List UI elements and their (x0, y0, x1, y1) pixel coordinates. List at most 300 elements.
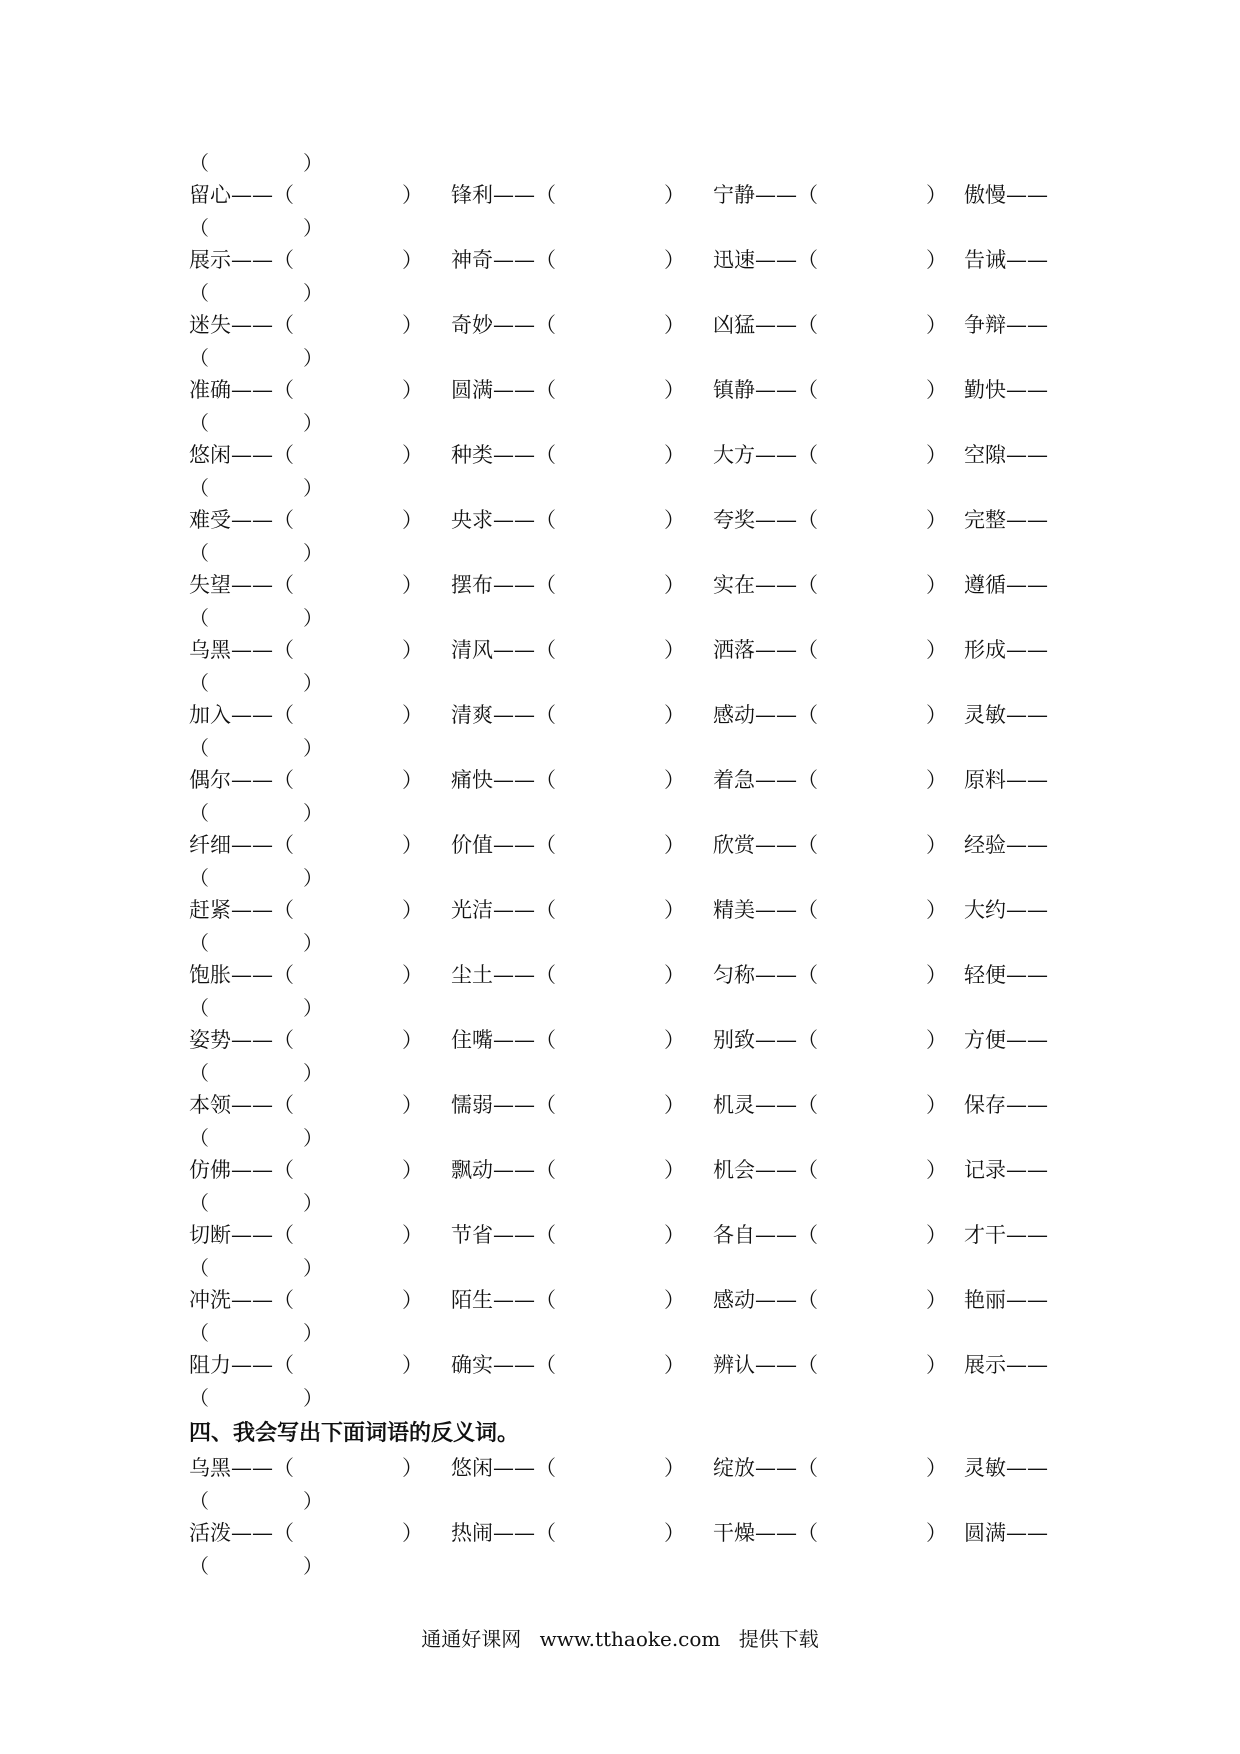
word-dash: —— (493, 1093, 535, 1117)
word-row (189, 178, 1089, 213)
word-text: 饱胀 (189, 963, 231, 987)
word-item (451, 958, 685, 993)
footer-url[interactable]: www.tthaoke.com (539, 1627, 721, 1651)
word-item (451, 1153, 685, 1188)
word-text: 展示 (964, 1353, 1006, 1377)
word-dash: —— (493, 183, 535, 207)
word-item (189, 1153, 423, 1188)
answer-blank[interactable]: （ ） (797, 1456, 947, 1480)
answer-blank-continuation[interactable]: （ ） (189, 671, 323, 695)
word-item (189, 1218, 423, 1253)
word-text: 遵循 (964, 573, 1006, 597)
answer-blank[interactable]: （ ） (273, 1521, 423, 1545)
word-dash: —— (493, 508, 535, 532)
word-dash: —— (493, 1028, 535, 1052)
word-dash: —— (1006, 1093, 1048, 1117)
word-dash: —— (1006, 638, 1048, 662)
word-item (713, 1283, 947, 1318)
word-dash: —— (1006, 768, 1048, 792)
answer-blank[interactable]: （ ） (535, 1353, 685, 1377)
answer-blank[interactable]: （ ） (535, 313, 685, 337)
word-row (189, 1023, 1089, 1058)
word-dash: —— (755, 248, 797, 272)
word-item (713, 633, 947, 668)
answer-blank-continuation[interactable]: （ ） (189, 476, 323, 500)
word-text: 奇妙 (451, 313, 493, 337)
answer-blank[interactable]: （ ） (535, 378, 685, 402)
answer-blank-continuation[interactable]: （ ） (189, 1321, 323, 1345)
word-dash: —— (755, 1353, 797, 1377)
answer-blank[interactable]: （ ） (535, 768, 685, 792)
answer-blank[interactable]: （ ） (273, 898, 423, 922)
word-text: 懦弱 (451, 1093, 493, 1117)
word-dash: —— (1006, 573, 1048, 597)
word-item (189, 503, 423, 538)
word-row (189, 893, 1089, 928)
word-item (451, 1283, 685, 1318)
answer-blank-continuation[interactable]: （ ） (189, 801, 323, 825)
word-item (964, 178, 1048, 213)
word-dash: —— (755, 833, 797, 857)
word-text: 空隙 (964, 443, 1006, 467)
answer-blank[interactable]: （ ） (535, 898, 685, 922)
word-row (189, 828, 1089, 863)
word-text: 原料 (964, 768, 1006, 792)
word-row (189, 503, 1089, 538)
word-item (451, 893, 685, 928)
word-item (964, 1218, 1048, 1253)
word-text: 轻便 (964, 963, 1006, 987)
word-dash: —— (1006, 1223, 1048, 1247)
word-text: 着急 (713, 768, 755, 792)
word-dash: —— (493, 768, 535, 792)
word-item (189, 438, 423, 473)
page-footer (0, 1624, 1240, 1654)
word-item (964, 568, 1048, 603)
word-item (964, 1088, 1048, 1123)
answer-blank[interactable]: （ ） (273, 833, 423, 857)
word-item (964, 1153, 1048, 1188)
word-text: 热闹 (451, 1521, 493, 1545)
word-item (713, 568, 947, 603)
word-item (189, 1283, 423, 1318)
word-text: 勤快 (964, 378, 1006, 402)
word-item (713, 1516, 947, 1551)
word-text: 飘动 (451, 1158, 493, 1182)
word-text: 偶尔 (189, 768, 231, 792)
word-text: 冲洗 (189, 1288, 231, 1312)
answer-blank[interactable]: （ ） (273, 1288, 423, 1312)
word-item (713, 1348, 947, 1383)
word-dash: —— (1006, 1456, 1048, 1480)
word-dash: —— (755, 703, 797, 727)
word-dash: —— (755, 313, 797, 337)
word-row (189, 1218, 1089, 1253)
word-dash: —— (231, 378, 273, 402)
word-dash: —— (755, 638, 797, 662)
word-dash: —— (231, 833, 273, 857)
word-dash: —— (493, 443, 535, 467)
word-row (189, 958, 1089, 993)
word-dash: —— (231, 1456, 273, 1480)
word-item (189, 1088, 423, 1123)
word-item (451, 763, 685, 798)
answer-blank[interactable]: （ ） (273, 963, 423, 987)
word-dash: —— (755, 1456, 797, 1480)
answer-blank-continuation[interactable]: （ ） (189, 736, 323, 760)
word-item (451, 1088, 685, 1123)
word-item (713, 1153, 947, 1188)
word-text: 本领 (189, 1093, 231, 1117)
word-text: 难受 (189, 508, 231, 532)
word-dash: —— (1006, 963, 1048, 987)
word-item (189, 1516, 423, 1551)
answer-blank-continuation[interactable]: （ ） (189, 281, 323, 305)
word-dash: —— (231, 248, 273, 272)
word-text: 凶猛 (713, 313, 755, 337)
answer-blank[interactable]: （ ） (535, 508, 685, 532)
word-text: 神奇 (451, 248, 493, 272)
answer-blank[interactable]: （ ） (273, 1093, 423, 1117)
word-dash: —— (231, 443, 273, 467)
word-dash: —— (493, 963, 535, 987)
word-item (713, 958, 947, 993)
word-item (713, 308, 947, 343)
word-row (189, 568, 1089, 603)
answer-blank[interactable]: （ ） (535, 1521, 685, 1545)
answer-blank[interactable]: （ ） (535, 703, 685, 727)
word-dash: —— (493, 1353, 535, 1377)
word-dash: —— (755, 1093, 797, 1117)
word-item (713, 828, 947, 863)
word-text: 圆满 (964, 1521, 1006, 1545)
word-item (451, 1218, 685, 1253)
word-dash: —— (231, 1223, 273, 1247)
word-text: 阻力 (189, 1353, 231, 1377)
word-dash: —— (231, 1028, 273, 1052)
answer-blank[interactable]: （ ） (273, 1223, 423, 1247)
word-dash: —— (1006, 248, 1048, 272)
word-dash: —— (755, 1288, 797, 1312)
word-text: 保存 (964, 1093, 1006, 1117)
word-text: 精美 (713, 898, 755, 922)
answer-blank[interactable]: （ ） (535, 1223, 685, 1247)
word-text: 悠闲 (189, 443, 231, 467)
answer-blank[interactable]: （ ） (273, 313, 423, 337)
answer-blank-continuation[interactable]: （ ） (189, 1256, 323, 1280)
word-item (189, 763, 423, 798)
answer-blank-continuation[interactable]: （ ） (189, 1386, 323, 1410)
word-dash: —— (755, 963, 797, 987)
word-item (964, 1348, 1048, 1383)
word-text: 迅速 (713, 248, 755, 272)
answer-blank[interactable]: （ ） (273, 248, 423, 272)
word-text: 匀称 (713, 963, 755, 987)
word-row (189, 1348, 1089, 1383)
answer-blank[interactable]: （ ） (273, 1158, 423, 1182)
answer-blank[interactable]: （ ） (797, 248, 947, 272)
word-text: 清爽 (451, 703, 493, 727)
word-row (189, 763, 1089, 798)
word-dash: —— (231, 1093, 273, 1117)
word-dash: —— (231, 508, 273, 532)
answer-blank[interactable]: （ ） (535, 1158, 685, 1182)
answer-blank[interactable]: （ ） (535, 1028, 685, 1052)
word-row (189, 243, 1089, 278)
word-item (189, 633, 423, 668)
word-dash: —— (231, 963, 273, 987)
word-item (189, 308, 423, 343)
word-text: 圆满 (451, 378, 493, 402)
word-dash: —— (755, 1158, 797, 1182)
word-text: 纤细 (189, 833, 231, 857)
word-dash: —— (493, 638, 535, 662)
answer-blank[interactable]: （ ） (273, 1456, 423, 1480)
word-text: 清风 (451, 638, 493, 662)
word-text: 大方 (713, 443, 755, 467)
answer-blank[interactable]: （ ） (797, 508, 947, 532)
word-item (964, 243, 1048, 278)
word-item (713, 1023, 947, 1058)
word-text: 展示 (189, 248, 231, 272)
word-item (451, 503, 685, 538)
word-item (189, 1023, 423, 1058)
word-dash: —— (1006, 1158, 1048, 1182)
word-row (189, 698, 1089, 733)
answer-blank[interactable]: （ ） (797, 638, 947, 662)
word-item (451, 828, 685, 863)
answer-blank-continuation[interactable]: （ ） (189, 1554, 323, 1578)
answer-blank[interactable]: （ ） (797, 833, 947, 857)
word-dash: —— (493, 248, 535, 272)
word-item (713, 1451, 947, 1486)
word-text: 加入 (189, 703, 231, 727)
answer-blank[interactable]: （ ） (273, 638, 423, 662)
word-item (713, 1088, 947, 1123)
word-text: 完整 (964, 508, 1006, 532)
word-item (451, 243, 685, 278)
answer-blank[interactable]: （ ） (273, 768, 423, 792)
word-row (189, 1283, 1089, 1318)
answer-blank-continuation[interactable]: （ ） (189, 216, 323, 240)
answer-blank[interactable]: （ ） (535, 573, 685, 597)
word-item (451, 178, 685, 213)
answer-blank[interactable]: （ ） (797, 443, 947, 467)
answer-blank[interactable]: （ ） (797, 1093, 947, 1117)
answer-blank[interactable]: （ ） (797, 1028, 947, 1052)
answer-blank[interactable]: （ ） (797, 378, 947, 402)
word-item (964, 893, 1048, 928)
word-dash: —— (231, 183, 273, 207)
word-item (189, 1348, 423, 1383)
word-dash: —— (755, 1028, 797, 1052)
word-dash: —— (231, 703, 273, 727)
answer-blank-continuation[interactable]: （ ） (189, 1489, 323, 1513)
answer-blank[interactable]: （ ） (797, 1223, 947, 1247)
answer-blank-continuation[interactable]: （ ） (189, 541, 323, 565)
word-dash: —— (493, 1456, 535, 1480)
word-item (451, 1516, 685, 1551)
word-item (451, 373, 685, 408)
answer-blank[interactable]: （ ） (797, 703, 947, 727)
answer-blank[interactable]: （ ） (797, 573, 947, 597)
word-item (713, 698, 947, 733)
word-row (189, 308, 1089, 343)
word-item (713, 893, 947, 928)
word-row (189, 1516, 1089, 1551)
answer-blank-continuation[interactable]: （ ） (189, 1126, 323, 1150)
answer-blank[interactable]: （ ） (273, 508, 423, 532)
answer-blank-continuation[interactable]: （ ） (189, 1061, 323, 1085)
word-dash: —— (1006, 313, 1048, 337)
section-heading: 四、我会写出下面词语的反义词。 (189, 1420, 520, 1446)
word-text: 各自 (713, 1223, 755, 1247)
word-item (964, 438, 1048, 473)
word-item (713, 438, 947, 473)
answer-blank[interactable]: （ ） (273, 1353, 423, 1377)
word-item (189, 828, 423, 863)
answer-blank-continuation[interactable]: （ ） (189, 996, 323, 1020)
word-item (713, 243, 947, 278)
word-item (189, 1451, 423, 1486)
answer-blank[interactable]: （ ） (535, 638, 685, 662)
answer-blank[interactable]: （ ） (535, 1093, 685, 1117)
answer-blank-continuation[interactable]: （ ） (189, 151, 323, 175)
word-dash: —— (231, 573, 273, 597)
word-text: 尘土 (451, 963, 493, 987)
word-text: 感动 (713, 703, 755, 727)
word-dash: —— (1006, 1353, 1048, 1377)
word-text: 方便 (964, 1028, 1006, 1052)
word-text: 留心 (189, 183, 231, 207)
word-text: 准确 (189, 378, 231, 402)
word-item (713, 1218, 947, 1253)
answer-blank[interactable]: （ ） (273, 183, 423, 207)
word-item (189, 568, 423, 603)
word-item (964, 1516, 1048, 1551)
word-dash: —— (231, 1288, 273, 1312)
word-text: 失望 (189, 573, 231, 597)
word-text: 艳丽 (964, 1288, 1006, 1312)
answer-blank[interactable]: （ ） (535, 248, 685, 272)
answer-blank[interactable]: （ ） (535, 443, 685, 467)
word-row (189, 1451, 1089, 1486)
answer-blank-continuation[interactable]: （ ） (189, 346, 323, 370)
word-row (189, 1088, 1089, 1123)
word-dash: —— (231, 1521, 273, 1545)
word-item (964, 828, 1048, 863)
answer-blank[interactable]: （ ） (797, 183, 947, 207)
answer-blank-continuation[interactable]: （ ） (189, 866, 323, 890)
word-dash: —— (493, 573, 535, 597)
word-text: 欣赏 (713, 833, 755, 857)
word-item (189, 373, 423, 408)
word-dash: —— (755, 573, 797, 597)
answer-blank[interactable]: （ ） (797, 1353, 947, 1377)
word-text: 别致 (713, 1028, 755, 1052)
word-item (964, 633, 1048, 668)
word-row (189, 438, 1089, 473)
word-dash: —— (493, 1158, 535, 1182)
answer-blank[interactable]: （ ） (797, 313, 947, 337)
word-item (964, 1451, 1048, 1486)
answer-blank-continuation[interactable]: （ ） (189, 411, 323, 435)
answer-blank[interactable]: （ ） (273, 703, 423, 727)
word-text: 告诫 (964, 248, 1006, 272)
word-text: 节省 (451, 1223, 493, 1247)
answer-blank[interactable]: （ ） (797, 1288, 947, 1312)
word-dash: —— (755, 443, 797, 467)
answer-blank-continuation[interactable]: （ ） (189, 1191, 323, 1215)
answer-blank[interactable]: （ ） (273, 443, 423, 467)
word-row (189, 373, 1089, 408)
word-dash: —— (755, 898, 797, 922)
answer-blank[interactable]: （ ） (273, 1028, 423, 1052)
word-item (713, 763, 947, 798)
word-text: 住嘴 (451, 1028, 493, 1052)
word-text: 价值 (451, 833, 493, 857)
footer-tagline: 提供下载 (738, 1627, 819, 1651)
word-text: 争辩 (964, 313, 1006, 337)
answer-blank[interactable]: （ ） (273, 378, 423, 402)
word-item (451, 1023, 685, 1058)
word-text: 痛快 (451, 768, 493, 792)
word-item (451, 1451, 685, 1486)
word-item (451, 698, 685, 733)
answer-blank[interactable]: （ ） (797, 898, 947, 922)
answer-blank[interactable]: （ ） (797, 1521, 947, 1545)
answer-blank[interactable]: （ ） (273, 573, 423, 597)
word-item (451, 1348, 685, 1383)
answer-blank[interactable]: （ ） (797, 963, 947, 987)
answer-blank-continuation[interactable]: （ ） (189, 606, 323, 630)
word-dash: —— (231, 1158, 273, 1182)
word-dash: —— (231, 638, 273, 662)
worksheet-content (189, 148, 1089, 1581)
word-text: 光洁 (451, 898, 493, 922)
word-text: 大约 (964, 898, 1006, 922)
answer-blank[interactable]: （ ） (535, 833, 685, 857)
word-dash: —— (493, 1521, 535, 1545)
word-text: 确实 (451, 1353, 493, 1377)
word-item (713, 178, 947, 213)
answer-blank[interactable]: （ ） (535, 183, 685, 207)
word-dash: —— (755, 378, 797, 402)
word-dash: —— (493, 833, 535, 857)
answer-blank[interactable]: （ ） (535, 963, 685, 987)
answer-blank[interactable]: （ ） (535, 1456, 685, 1480)
word-dash: —— (1006, 898, 1048, 922)
word-text: 灵敏 (964, 1456, 1006, 1480)
word-item (451, 633, 685, 668)
word-text: 央求 (451, 508, 493, 532)
word-text: 机灵 (713, 1093, 755, 1117)
answer-blank[interactable]: （ ） (535, 1288, 685, 1312)
word-text: 夸奖 (713, 508, 755, 532)
word-text: 机会 (713, 1158, 755, 1182)
answer-blank[interactable]: （ ） (797, 1158, 947, 1182)
word-dash: —— (1006, 703, 1048, 727)
word-dash: —— (1006, 378, 1048, 402)
word-item (189, 243, 423, 278)
answer-blank-continuation[interactable]: （ ） (189, 931, 323, 955)
word-dash: —— (1006, 1521, 1048, 1545)
word-dash: —— (231, 898, 273, 922)
word-dash: —— (493, 378, 535, 402)
word-dash: —— (493, 703, 535, 727)
answer-blank[interactable]: （ ） (797, 768, 947, 792)
word-item (189, 178, 423, 213)
